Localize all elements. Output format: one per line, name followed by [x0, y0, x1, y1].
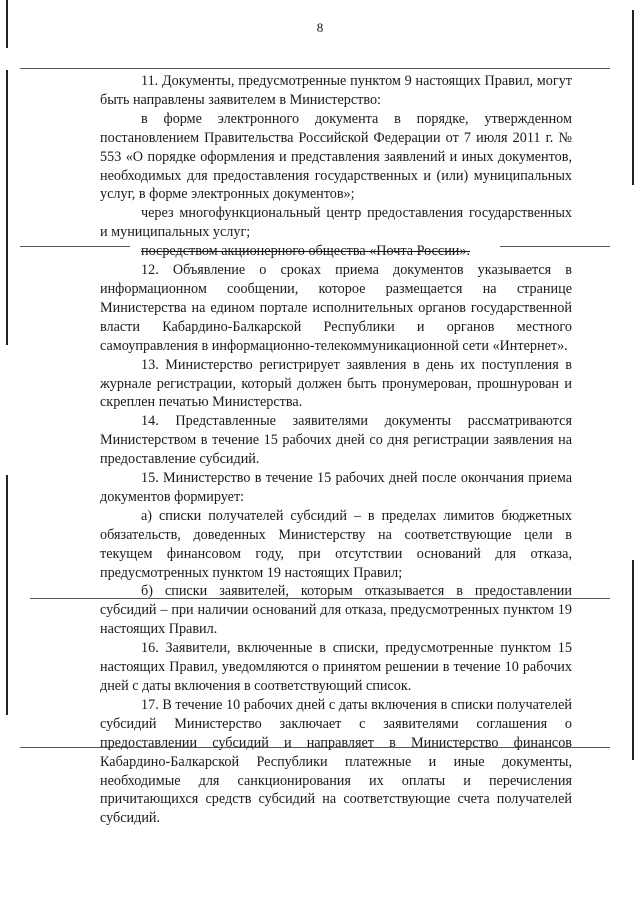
- paragraph-11-item-electronic: в форме электронного документа в порядке, утвержденном постановлением Правительства Российской Федерации от 7 июля 2011 г. № 553 «О порядке оформления и представления заявлений и иных документов, необходимых для предоставления государственных и (или) муниципальных услуг, в форме электронных документов»;: [100, 110, 572, 203]
- paragraph-15-item-b: б) списки заявителей, которым отказывается в предоставлении субсидий – при наличии оснований для отказа, предусмотренных пунктом 19 настоящих Правил.: [100, 583, 572, 638]
- paragraph-11-item-post-struck: посредством акционерного общества «Почта России».: [141, 243, 471, 260]
- page-number: 8: [316, 20, 324, 35]
- scan-margin-line-left: [6, 0, 8, 48]
- paragraph-15-item-a: а) списки получателей субсидий – в пределах лимитов бюджетных обязательств, доведенных Министерству на соответствующие цели в текущем финансовом году, при отсутствии оснований для отказа, предусмотренных пунктом 19 настоящих Правил;: [100, 507, 572, 581]
- paragraph-13: 13. Министерство регистрирует заявления в день их поступления в журнале регистрации, который должен быть пронумерован, прошнурован и скреплен печатью Министерства.: [100, 356, 572, 411]
- paragraph-17: 17. В течение 10 рабочих дней с даты включения в списки получателей субсидий Министерство заключает с заявителями соглашения о предоставлении субсидий и направляет в Министерство финансов Кабардино-Балкарской Республики платежные и иные документы, необходимые для санкционирования их оплаты и перечисления причитающихся средств субсидий на соответствующие счета получателей субсидий.: [100, 696, 572, 827]
- paragraph-16: 16. Заявители, включенные в списки, предусмотренные пунктом 15 настоящих Правил, уведомляются о принятом решении в течение 10 рабочих дней с даты включения в соответствующий список.: [100, 640, 572, 694]
- scan-margin-line-left: [6, 70, 8, 345]
- scan-artifact-line: [20, 68, 610, 69]
- paragraph-12: 12. Объявление о сроках приема документов указывается в информационном сообщении, которое размещается на странице Министерства на едином портале исполнительных органов государственной власти Кабардино-Балкарской Республики и органов местного самоуправления в информационно-телекоммуникационной сети «Интернет».: [100, 262, 572, 354]
- scan-margin-line-right: [632, 10, 634, 185]
- document-body: [100, 72, 572, 828]
- paragraph-14: 14. Представленные заявителями документы рассматриваются Министерством в течение 15 рабочих дней со дня регистрации заявления на предоставление субсидий.: [100, 413, 572, 468]
- paragraph-15: 15. Министерство в течение 15 рабочих дней после окончания приема документов формирует:: [100, 470, 572, 505]
- scan-margin-line-left: [6, 475, 8, 715]
- paragraph-11: 11. Документы, предусмотренные пунктом 9 настоящих Правил, могут быть направлены заявителем в Министерство:: [100, 73, 572, 108]
- paragraph-11-item-mfc: через многофункциональный центр предоставления государственных и муниципальных услуг;: [100, 205, 572, 241]
- scan-margin-line-right: [632, 560, 634, 760]
